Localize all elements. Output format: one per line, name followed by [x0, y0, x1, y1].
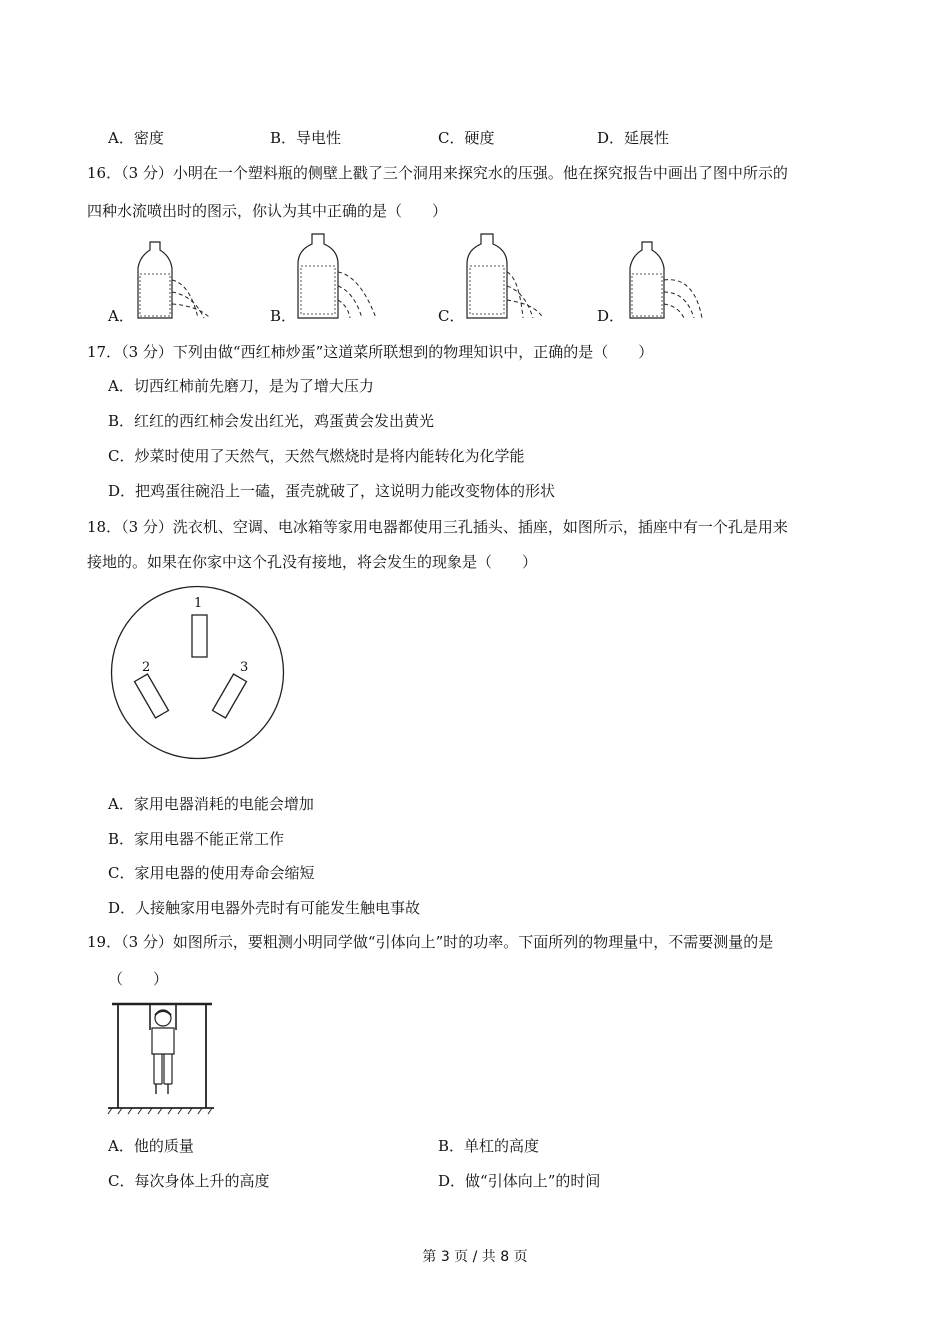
- page-footer: 第 3 页 / 共 8 页: [422, 1249, 528, 1265]
- q17-option-a: A．切西红柿前先磨刀，是为了增大压力: [108, 377, 374, 395]
- q19-stem-line1: 19．（3 分）如图所示，要粗测小明同学做“引体向上”时的功率。下面所列的物理量中，不需要测量的是: [87, 933, 774, 951]
- q17-option-d: D．把鸡蛋往碗沿上一磕，蛋壳就破了，这说明力能改变物体的形状: [108, 482, 556, 500]
- q19-option-d: D．做“引体向上”的时间: [438, 1172, 601, 1190]
- socket-label-1: 1: [194, 596, 203, 611]
- q16-figure-a: [132, 240, 222, 322]
- q16-figure-c: [465, 232, 555, 322]
- q19-stem-line2: （ ）: [108, 970, 169, 988]
- q17-stem: 17．（3 分）下列由做“西红柿炒蛋”这道菜所联想到的物理知识中，正确的是（ ）: [87, 343, 654, 361]
- socket-label-2: 2: [142, 660, 151, 675]
- q17-option-b: B．红红的西红柿会发出红光，鸡蛋黄会发出黄光: [108, 412, 435, 430]
- q18-option-c: C．家用电器的使用寿命会缩短: [108, 864, 315, 882]
- q16-label-c: C．: [438, 307, 465, 325]
- q18-stem-line2: 接地的。如果在你家中这个孔没有接地，将会发生的现象是（ ）: [87, 553, 538, 571]
- q19-pullup-figure: [108, 998, 218, 1118]
- q18-option-d: D．人接触家用电器外壳时有可能发生触电事故: [108, 899, 421, 917]
- q16-label-a: A．: [108, 307, 134, 325]
- q19-option-b: B．单杠的高度: [438, 1137, 540, 1155]
- q17-option-c: C．炒菜时使用了天然气，天然气燃烧时是将内能转化为化学能: [108, 447, 525, 465]
- socket-label-3: 3: [240, 660, 249, 675]
- q16-figure-b: [296, 232, 386, 322]
- q18-option-b: B．家用电器不能正常工作: [108, 830, 285, 848]
- q18-socket-diagram: [110, 585, 285, 760]
- q16-stem-line1: 16．（3 分）小明在一个塑料瓶的侧壁上戳了三个洞用来探究水的压强。他在探究报告中画出了图中所示的: [87, 164, 788, 182]
- q19-option-c: C．每次身体上升的高度: [108, 1172, 270, 1190]
- q16-label-d: D．: [597, 307, 625, 325]
- q15-option-b: B．导电性: [270, 129, 342, 147]
- q15-option-a: A．密度: [108, 129, 164, 147]
- q19-option-a: A．他的质量: [108, 1137, 194, 1155]
- q16-label-b: B．: [270, 307, 297, 325]
- q18-stem-line1: 18．（3 分）洗衣机、空调、电冰箱等家用电器都使用三孔插头、插座，如图所示，插座中有一个孔是用来: [87, 518, 788, 536]
- q18-option-a: A．家用电器消耗的电能会增加: [108, 795, 314, 813]
- q15-option-c: C．硬度: [438, 129, 495, 147]
- q16-stem-line2: 四种水流喷出时的图示，你认为其中正确的是（ ）: [87, 202, 448, 220]
- q16-figure-d: [624, 240, 714, 322]
- q15-option-d: D．延展性: [597, 129, 670, 147]
